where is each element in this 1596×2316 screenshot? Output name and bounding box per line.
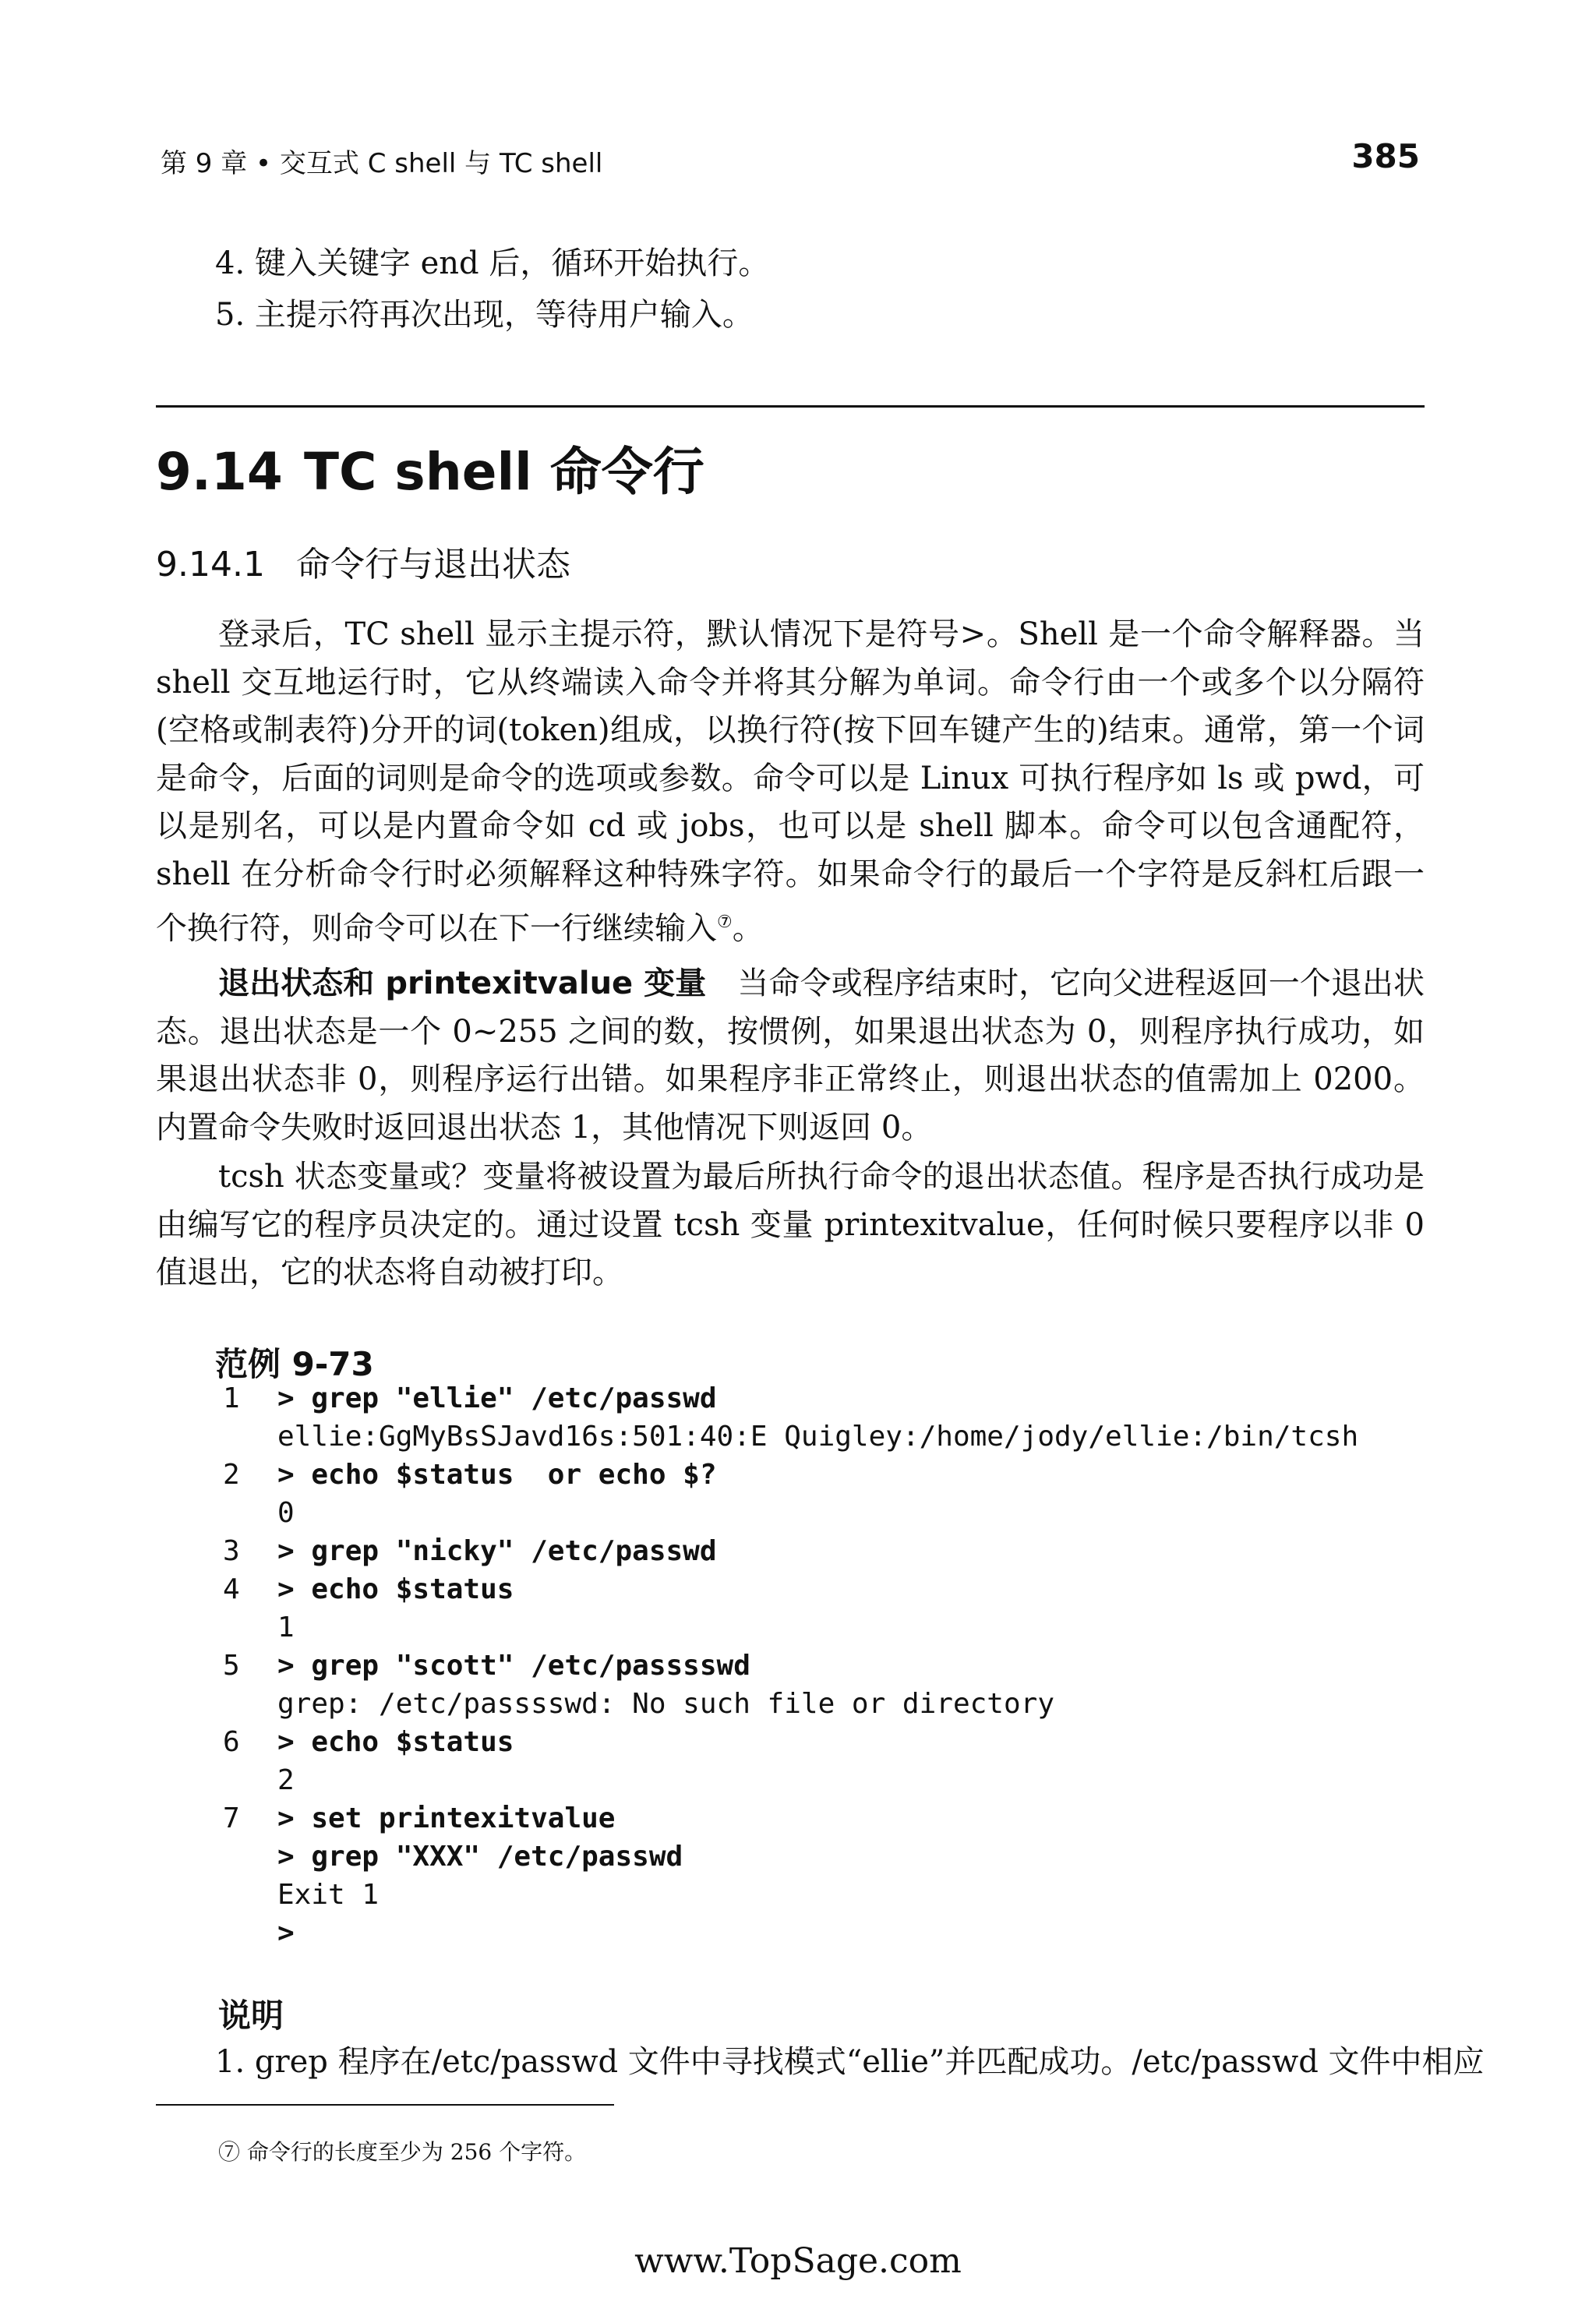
code-command: > grep "XXX" /etc/passwd: [277, 1841, 683, 1873]
line-number: 3: [223, 1535, 240, 1567]
paragraph-text: 登录后，TC shell 显示主提示符，默认情况下是符号>。Shell 是一个命令解释器。当 shell 交互地运行时，它从终端读入命令并将其分解为单词。命令行由一个或多个以分隔符(空格或制表符)分开的词(token)组成，以换行符(按下回车键产生的)结束。通常，第一个词是命令，后面的词则是命令的选项或参数。命令可以是 Linux 可执行程序如 ls 或 pwd，可以是别名，可以是内置命令如 cd 或 jobs，也可以是 shell 脚本。命令可以包含通配符，shell 在分析命令行时必须解释这种特殊字符。如果命令行的最后一个字符是反斜杠后跟一个换行符，则命令可以在下一行继续输入: [156, 616, 1425, 947]
code-output: grep: /etc/passsswd: No such file or directory: [277, 1688, 1054, 1720]
code-command: > echo $status: [277, 1726, 514, 1758]
code-command: > grep "scott" /etc/passsswd: [277, 1650, 750, 1682]
code-output: Exit 1: [277, 1879, 380, 1911]
code-command: > echo $status: [277, 1573, 514, 1605]
code-line: [223, 1459, 1439, 1497]
code-line: [223, 1841, 1439, 1879]
section-title: TC shell 命令行: [304, 442, 704, 502]
paragraph-lead: 退出状态和 printexitvalue 变量: [218, 966, 707, 1001]
footnote-marker: ⑦: [717, 913, 733, 932]
code-command: > echo $status or echo $?: [277, 1459, 717, 1491]
code-output: 0: [277, 1497, 295, 1529]
code-line: [223, 1726, 1439, 1764]
paragraph-text: 当命令或程序结束时，它向父进程返回一个退出状态。退出状态是一个 0~255 之间的数，按惯例，如果退出状态为 0，则程序执行成功，如果退出状态非 0，则程序运行出错。如果程序非正常终止，则退出状态的值需加上 0200。内置命令失败时返回退出状态 1，其他情况下则返回 0。: [156, 966, 1425, 1146]
section-number: 9.14: [156, 442, 283, 502]
subsection-number: 9.14.1: [156, 545, 265, 584]
step-item: 5. 主提示符再次出现，等待用户输入。: [215, 297, 754, 333]
section-heading: [156, 430, 704, 504]
body-paragraph: [156, 611, 1425, 953]
code-line: [223, 1535, 1439, 1573]
footnote: ⑦ 命令行的长度至少为 256 个字符。: [218, 2139, 587, 2165]
body-paragraph: tcsh 状态变量或？变量将被设置为最后所执行命令的退出状态值。程序是否执行成功是由编写它的程序员决定的。通过设置 tcsh 变量 printexitvalue，任何时候只要程序以非 0 值退出，它的状态将自动被打印。: [156, 1159, 1425, 1290]
line-number: 5: [223, 1650, 240, 1682]
example-title: 范例 9-73: [215, 1345, 374, 1383]
code-command: > grep "nicky" /etc/passwd: [277, 1535, 717, 1567]
subsection-heading: [156, 536, 570, 586]
code-line: [223, 1688, 1439, 1726]
paragraph-text: 。: [732, 910, 764, 947]
line-number: 4: [223, 1573, 240, 1605]
code-line: [223, 1421, 1439, 1459]
running-header: 第 9 章 • 交互式 C shell 与 TC shell: [161, 148, 603, 179]
code-line: [223, 1612, 1439, 1650]
code-line: [223, 1573, 1439, 1612]
notes-title: 说明: [218, 1996, 284, 2035]
code-command: > set printexitvalue: [277, 1802, 616, 1834]
step-item: 4. 键入关键字 end 后，循环开始执行。: [215, 245, 770, 281]
body-paragraph: [156, 960, 1425, 1152]
line-number: 7: [223, 1802, 240, 1834]
code-line: [223, 1802, 1439, 1841]
code-line: [223, 1650, 1439, 1688]
code-output: 1: [277, 1612, 295, 1643]
code-line: [223, 1764, 1439, 1802]
code-output: 2: [277, 1764, 295, 1796]
code-output: ellie:GgMyBsSJavd16s:501:40:E Quigley:/home/jody/ellie:/bin/tcsh: [277, 1421, 1359, 1453]
line-number: 2: [223, 1459, 240, 1491]
code-command: > grep "ellie" /etc/passwd: [277, 1382, 717, 1414]
footer-url: www.TopSage.com: [634, 2241, 962, 2281]
code-listing: [223, 1382, 1439, 1955]
code-line: [223, 1879, 1439, 1917]
page-number: 385: [1351, 137, 1420, 175]
section-divider: [156, 405, 1425, 408]
line-number: 1: [223, 1382, 240, 1414]
code-command: >: [277, 1917, 295, 1949]
code-line: [223, 1917, 1439, 1955]
footnote-divider: [156, 2104, 614, 2106]
code-line: [223, 1497, 1439, 1535]
line-number: 6: [223, 1726, 240, 1758]
subsection-title: 命令行与退出状态: [296, 545, 570, 584]
note-item: 1. grep 程序在/etc/passwd 文件中寻找模式“ellie”并匹配成功。/etc/passwd 文件中相应: [215, 2044, 1485, 2080]
code-line: [223, 1382, 1439, 1421]
